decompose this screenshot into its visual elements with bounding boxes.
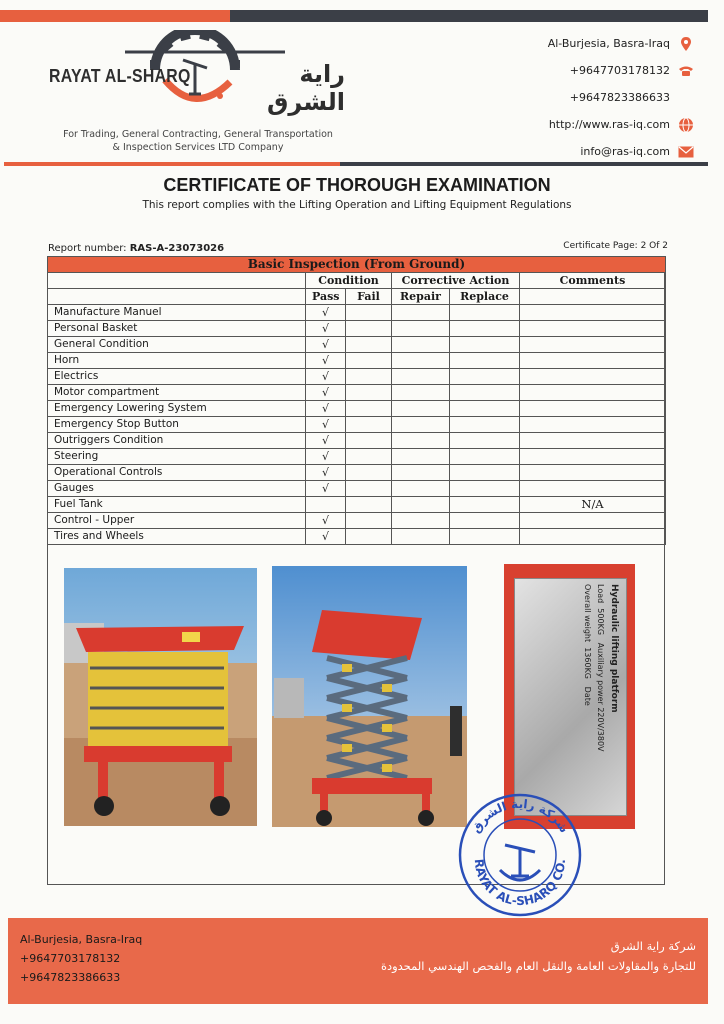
repair-cell (392, 417, 450, 433)
row-item: Tires and Wheels (48, 529, 306, 545)
pass-cell: √ (306, 321, 346, 337)
comment-cell (520, 385, 666, 401)
fail-cell (346, 305, 392, 321)
pass-cell: √ (306, 481, 346, 497)
row-item: Steering (48, 449, 306, 465)
contact-email[interactable]: info@ras-iq.com (454, 138, 694, 165)
fail-cell (346, 417, 392, 433)
table-row (48, 497, 666, 513)
comment-cell (520, 481, 666, 497)
repair-cell (392, 449, 450, 465)
pass-cell: √ (306, 401, 346, 417)
section-title-row (48, 257, 666, 273)
page-footer (8, 918, 708, 1004)
repair-header: Repair (392, 289, 450, 305)
section-title: Basic Inspection (From Ground) (48, 257, 666, 273)
pass-cell: √ (306, 513, 346, 529)
table-row (48, 529, 666, 545)
repair-cell (392, 305, 450, 321)
comment-cell (520, 529, 666, 545)
company-stamp (455, 790, 585, 920)
fail-cell (346, 513, 392, 529)
report-number: Report number: RAS-A-23073026 (48, 243, 225, 254)
pass-cell: √ (306, 305, 346, 321)
replace-cell (450, 433, 520, 449)
repair-cell (392, 481, 450, 497)
replace-cell (450, 513, 520, 529)
replace-cell (450, 321, 520, 337)
repair-cell (392, 337, 450, 353)
header-divider (4, 162, 708, 166)
data-plate-text: Hydraulic lifting platform Load 500KG Auxiliary power 220V/380V Overall weight 1360KG Date (583, 584, 619, 752)
globe-icon (678, 117, 694, 133)
replace-cell (450, 353, 520, 369)
fail-cell (346, 481, 392, 497)
comment-cell (520, 417, 666, 433)
row-item: Outriggers Condition (48, 433, 306, 449)
company-tagline: For Trading, General Contracting, General Transportation & Inspection Services LTD Company (63, 129, 333, 153)
fail-cell (346, 449, 392, 465)
fail-header: Fail (346, 289, 392, 305)
top-bar (0, 10, 708, 22)
repair-cell (392, 433, 450, 449)
replace-cell (450, 497, 520, 513)
row-item: General Condition (48, 337, 306, 353)
comment-cell (520, 401, 666, 417)
row-item: Fuel Tank (48, 497, 306, 513)
company-logo (45, 30, 345, 116)
table-row (48, 305, 666, 321)
comment-cell (520, 353, 666, 369)
row-item: Operational Controls (48, 465, 306, 481)
header-row-2 (48, 289, 666, 305)
row-item: Personal Basket (48, 321, 306, 337)
row-item: Emergency Stop Button (48, 417, 306, 433)
comment-cell (520, 449, 666, 465)
fail-cell (346, 529, 392, 545)
corrective-action-header: Corrective Action (392, 273, 520, 289)
replace-cell (450, 305, 520, 321)
certificate-title: CERTIFICATE OF THOROUGH EXAMINATION (163, 175, 551, 195)
pass-cell: √ (306, 337, 346, 353)
footer-company-ar: شركة راية الشرق للتجارة والمقاولات العامة والنقل العام والفحص الهندسي المحدودة (380, 939, 696, 973)
pass-cell (306, 497, 346, 513)
fail-cell (346, 401, 392, 417)
repair-cell (392, 529, 450, 545)
table-row (48, 353, 666, 369)
replace-header: Replace (450, 289, 520, 305)
replace-cell (450, 465, 520, 481)
row-item: Control - Upper (48, 513, 306, 529)
table-row (48, 433, 666, 449)
table-row (48, 385, 666, 401)
location-pin-icon (678, 36, 694, 52)
replace-cell (450, 449, 520, 465)
repair-cell (392, 401, 450, 417)
table-row (48, 417, 666, 433)
repair-cell (392, 513, 450, 529)
table-row (48, 465, 666, 481)
comment-cell (520, 369, 666, 385)
comment-cell (520, 337, 666, 353)
replace-cell (450, 481, 520, 497)
comment-cell (520, 433, 666, 449)
table-row (48, 449, 666, 465)
header-row-1 (48, 273, 666, 289)
pass-cell: √ (306, 385, 346, 401)
contact-address: Al-Burjesia, Basra-Iraq (454, 30, 694, 57)
table-row (48, 321, 666, 337)
pass-header: Pass (306, 289, 346, 305)
svg-text:RAYAT AL-SHARQ CO.: RAYAT AL-SHARQ CO. (471, 858, 569, 909)
fail-cell (346, 465, 392, 481)
comments-header: Comments (520, 273, 666, 289)
replace-cell (450, 417, 520, 433)
email-icon (678, 144, 694, 160)
fail-cell (346, 321, 392, 337)
phone-icon (678, 63, 694, 79)
replace-cell (450, 529, 520, 545)
fail-cell (346, 433, 392, 449)
fail-cell (346, 497, 392, 513)
fail-cell (346, 385, 392, 401)
pass-cell: √ (306, 433, 346, 449)
photo-lift-lowered (64, 568, 257, 826)
row-item: Horn (48, 353, 306, 369)
table-row (48, 513, 666, 529)
fail-cell (346, 369, 392, 385)
footer-contacts: Al-Burjesia, Basra-Iraq +9647703178132 +9647823386633 (20, 933, 143, 984)
fail-cell (346, 353, 392, 369)
repair-cell (392, 353, 450, 369)
contact-website[interactable]: http://www.ras-iq.com (454, 111, 694, 138)
photo-lift-raised (272, 566, 467, 827)
table-row (48, 401, 666, 417)
row-item: Emergency Lowering System (48, 401, 306, 417)
replace-cell (450, 385, 520, 401)
inspection-table (47, 256, 666, 545)
repair-cell (392, 321, 450, 337)
fail-cell (346, 337, 392, 353)
pass-cell: √ (306, 353, 346, 369)
condition-header: Condition (306, 273, 392, 289)
comment-cell (520, 321, 666, 337)
comment-cell (520, 465, 666, 481)
repair-cell (392, 465, 450, 481)
certificate-page: Certificate Page: 2 Of 2 (563, 241, 668, 251)
repair-cell (392, 497, 450, 513)
replace-cell (450, 369, 520, 385)
pass-cell: √ (306, 369, 346, 385)
table-row (48, 337, 666, 353)
repair-cell (392, 385, 450, 401)
pass-cell: √ (306, 449, 346, 465)
replace-cell (450, 337, 520, 353)
row-item: Electrics (48, 369, 306, 385)
table-row (48, 481, 666, 497)
repair-cell (392, 369, 450, 385)
pass-cell: √ (306, 417, 346, 433)
pass-cell: √ (306, 465, 346, 481)
comment-cell: N/A (520, 497, 666, 513)
table-row (48, 369, 666, 385)
comment-cell (520, 513, 666, 529)
contact-phone-2[interactable]: +9647823386633 (569, 91, 670, 104)
svg-text:شركة راية الشرق: شركة راية الشرق (468, 796, 572, 836)
header-contacts (454, 30, 694, 165)
replace-cell (450, 401, 520, 417)
brand-name-en: RAYAT AL-SHARQ (49, 66, 191, 86)
row-item: Gauges (48, 481, 306, 497)
pass-cell: √ (306, 529, 346, 545)
row-item: Manufacture Manuel (48, 305, 306, 321)
row-item: Motor compartment (48, 385, 306, 401)
contact-phone-1[interactable]: +9647703178132 (454, 57, 694, 84)
comment-cell (520, 305, 666, 321)
certificate-subtitle: This report complies with the Lifting Operation and Lifting Equipment Regulations (142, 199, 572, 211)
brand-name-ar: راية الشرق (266, 60, 345, 116)
